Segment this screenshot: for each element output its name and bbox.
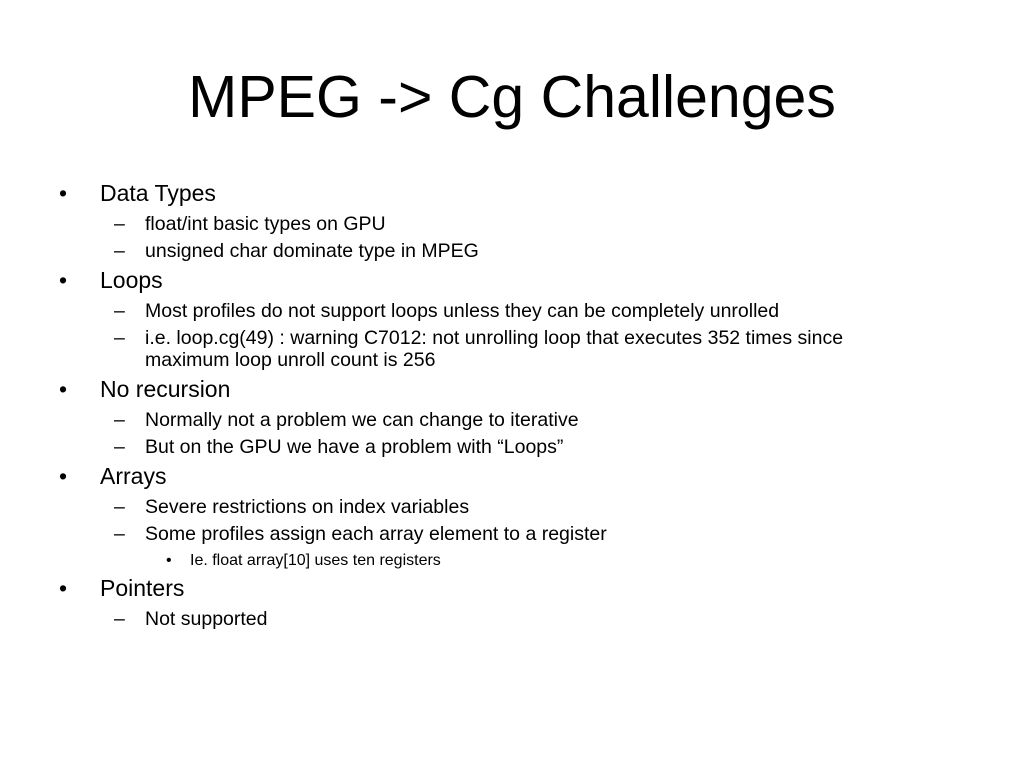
bullet-item <box>0 375 1024 404</box>
bullet-text: Pointers <box>100 575 185 601</box>
sub-bullet-text: float/int basic types on GPU <box>145 213 386 235</box>
bullet-text: No recursion <box>100 376 231 402</box>
bullet-text: Data Types <box>100 180 216 206</box>
dash-marker: – <box>114 608 125 630</box>
bullet-marker: • <box>59 463 68 489</box>
dash-marker: – <box>114 409 125 431</box>
bullet-item <box>0 574 1024 603</box>
dash-marker: – <box>114 213 125 235</box>
sub-bullet-item <box>0 300 1024 322</box>
bullet-item <box>0 179 1024 208</box>
sub-bullet-text: i.e. loop.cg(49) : warning C7012: not unrolling loop that executes 352 times since maximum loop unroll count is 256 <box>145 327 844 371</box>
bullet-marker: • <box>59 575 68 601</box>
sub-bullet-item <box>0 496 1024 518</box>
dash-marker: – <box>114 436 125 458</box>
sub-bullet-text: Some profiles assign each array element to a register <box>145 523 607 545</box>
bullet-marker: • <box>59 376 68 402</box>
sub-bullet-text: unsigned char dominate type in MPEG <box>145 240 479 262</box>
bullet-list <box>0 179 1024 630</box>
sub-sub-bullet-text: Ie. float array[10] uses ten registers <box>190 552 441 569</box>
sub-bullet-item <box>0 409 1024 431</box>
slide-title: MPEG -> Cg Challenges <box>188 64 836 130</box>
dash-marker: – <box>114 496 125 518</box>
bullet-text: Arrays <box>100 463 167 489</box>
sub-sub-bullet-item <box>0 551 1024 570</box>
bullet-text: Loops <box>100 267 163 293</box>
bullet-item <box>0 462 1024 491</box>
small-bullet-marker: • <box>166 552 172 569</box>
bullet-item <box>0 266 1024 295</box>
dash-marker: – <box>114 240 125 262</box>
sub-bullet-text: Most profiles do not support loops unless they can be completely unrolled <box>145 300 780 322</box>
dash-marker: – <box>114 327 125 349</box>
bullet-marker: • <box>59 267 68 293</box>
sub-bullet-item <box>0 436 1024 458</box>
sub-bullet-text: Not supported <box>145 608 268 630</box>
sub-bullet-item <box>0 213 1024 235</box>
sub-bullet-item <box>0 608 1024 630</box>
sub-bullet-item <box>0 240 1024 262</box>
dash-marker: – <box>114 300 125 322</box>
bullet-marker: • <box>59 180 68 206</box>
dash-marker: – <box>114 523 125 545</box>
sub-bullet-text: But on the GPU we have a problem with “Loops” <box>145 436 564 458</box>
sub-bullet-item <box>0 523 1024 545</box>
sub-bullet-text: Normally not a problem we can change to iterative <box>145 409 579 431</box>
sub-bullet-item <box>0 327 1024 371</box>
sub-bullet-text: Severe restrictions on index variables <box>145 496 470 518</box>
